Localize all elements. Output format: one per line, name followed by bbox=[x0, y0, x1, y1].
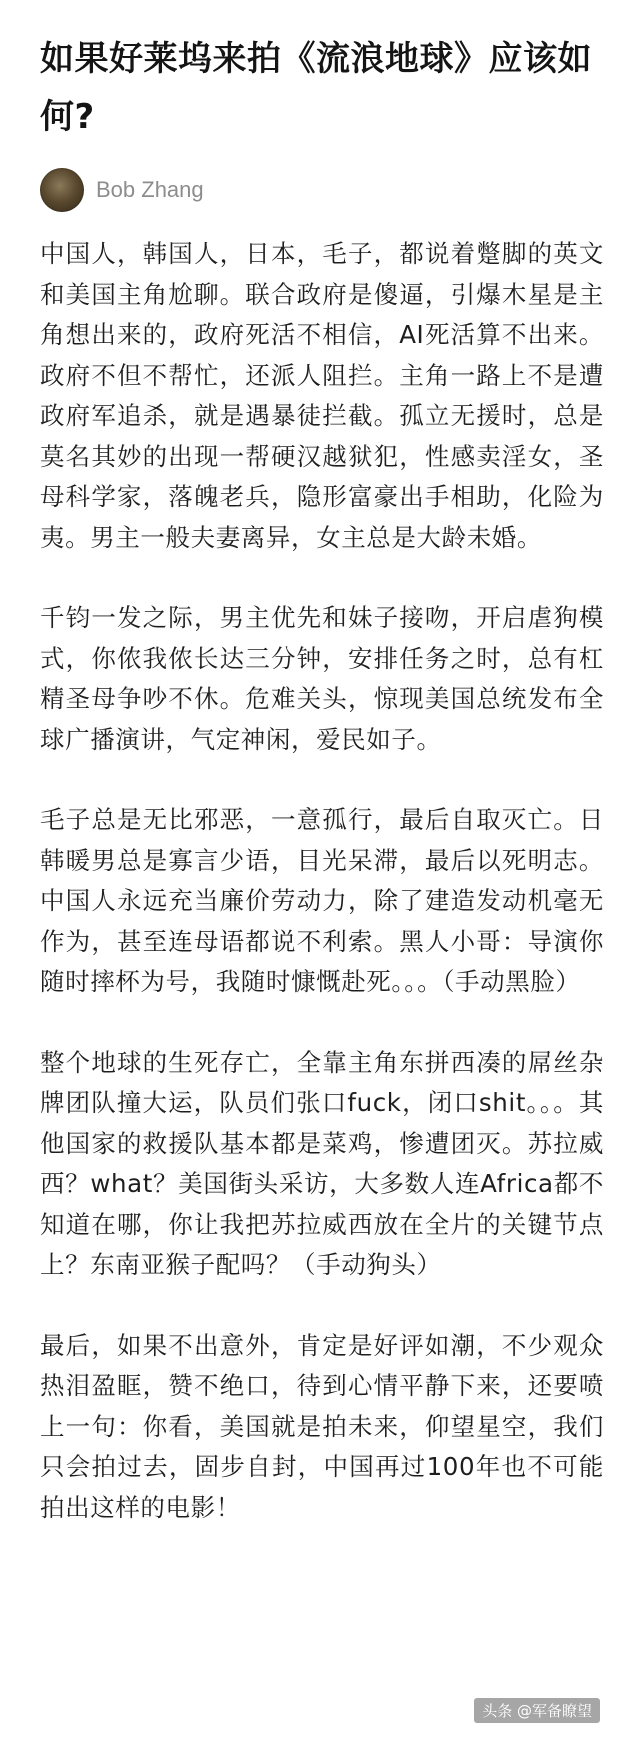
author-row[interactable] bbox=[40, 168, 604, 212]
source-watermark: 头条 @军备瞭望 bbox=[474, 1698, 600, 1723]
author-name[interactable]: Bob Zhang bbox=[96, 177, 204, 202]
paragraph-3: 毛子总是无比邪恶，一意孤行，最后自取灭亡。日韩暖男总是寡言少语，目光呆滞，最后以死明志。中国人永远充当廉价劳动力，除了建造发动机毫无作为，甚至连母语都说不利索。黑人小哥：导演你随时摔杯为号，我随时慷慨赴死。。。（手动黑脸） bbox=[40, 805, 604, 996]
avatar[interactable] bbox=[40, 168, 84, 212]
article-body bbox=[40, 234, 604, 1528]
paragraph-5: 最后，如果不出意外，肯定是好评如潮，不少观众热泪盈眶，赞不绝口，待到心情平静下来，还要喷上一句：你看，美国就是拍未来，仰望星空，我们只会拍过去，固步自封，中国再过100年也不可能拍出这样的电影！ bbox=[40, 1330, 604, 1522]
paragraph-1: 中国人，韩国人，日本，毛子，都说着蹩脚的英文和美国主角尬聊。联合政府是傻逼，引爆木星是主角想出来的，政府死活不相信，AI死活算不出来。政府不但不帮忙，还派人阻拦。主角一路上不是遭政府军追杀，就是遇暴徒拦截。孤立无援时，总是莫名其妙的出现一帮硬汉越狱犯，性感卖淫女，圣母科学家，落魄老兵，隐形富豪出手相助，化险为夷。男主一般夫妻离异，女主总是大龄未婚。 bbox=[40, 239, 604, 552]
article-title: 如果好莱坞来拍《流浪地球》应该如何? bbox=[40, 39, 592, 137]
paragraph-2: 千钧一发之际，男主优先和妹子接吻，开启虐狗模式，你侬我侬长达三分钟，安排任务之时，总有杠精圣母争吵不休。危难关头，惊现美国总统发布全球广播演讲，气定神闲，爱民如子。 bbox=[40, 603, 604, 754]
paragraph-4: 整个地球的生死存亡，全靠主角东拼西凑的屌丝杂牌团队撞大运，队员们张口fuck，闭口shit。。。其他国家的救援队基本都是菜鸡，惨遭团灭。苏拉威西？what？美国街头采访，大多数人连Africa都不知道在哪，你让我把苏拉威西放在全片的关键节点上？东南亚猴子配吗？（手动狗头） bbox=[40, 1047, 604, 1279]
